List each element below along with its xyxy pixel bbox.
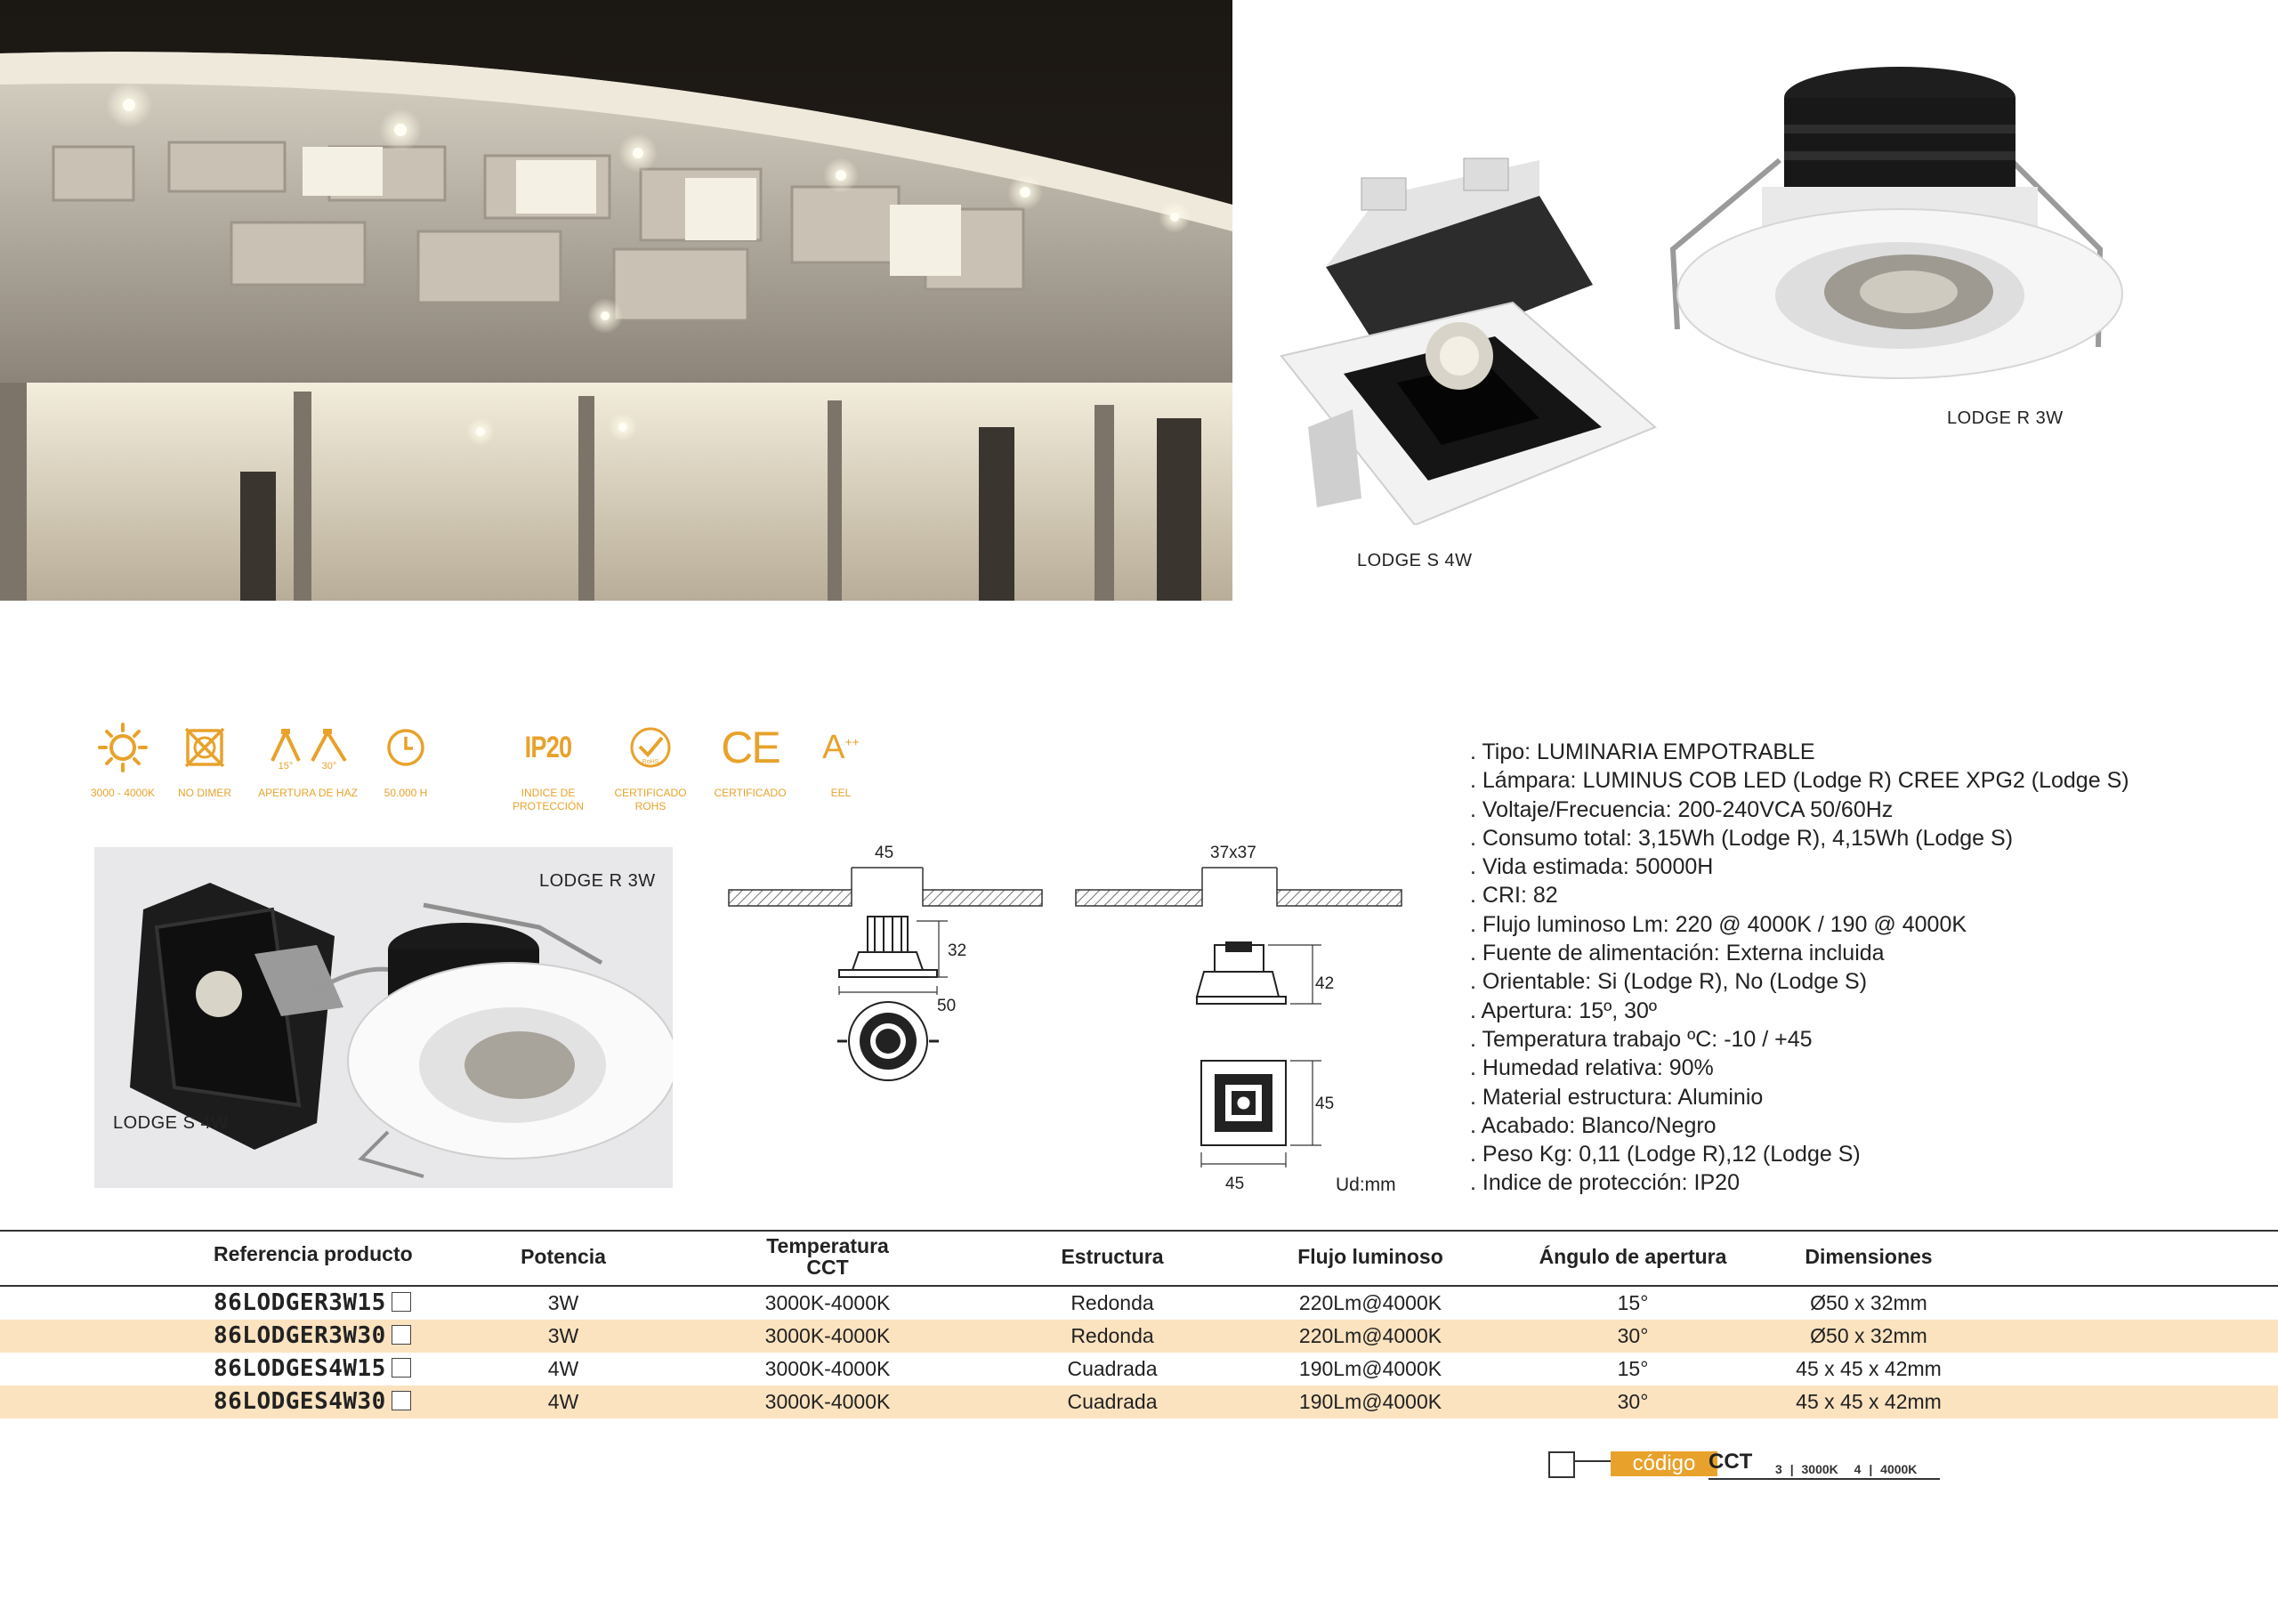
code-legend [1548,1450,1949,1485]
cell-cct-text: 3000K-4000K [764,1357,891,1380]
spec-line: . Fuente de alimentación: Externa incluida [1470,941,1885,966]
cell-power [488,1320,639,1353]
cell-dims [1771,1320,1967,1353]
dim-square-cutout: 37x37 [1210,844,1256,862]
cell-ref-text: 86LODGES4W15 [214,1355,386,1382]
label-lodge-s-photo: LODGE S 4W [113,1113,229,1133]
feature-caption: CERTIFICADO ROHS [614,787,687,812]
cell-power-text: 4W [547,1357,579,1380]
cell-power [488,1353,639,1386]
ce-mark-icon: CE [721,723,780,772]
legend-cct: CCT [1708,1450,1753,1474]
cell-structure-text: Redonda [1070,1291,1154,1314]
product-image-lodge-r [1664,62,2127,383]
cell-angle-text: 30° [1617,1324,1649,1347]
cell-structure-text: Redonda [1070,1324,1154,1347]
header-flux: Flujo luminoso [1297,1245,1443,1268]
hero-photo [0,0,1232,601]
ref-checkbox[interactable] [392,1325,411,1345]
feature-ip [504,721,593,813]
cell-power [488,1386,639,1418]
spec-line: . Apertura: 15º, 30º [1470,998,1658,1023]
cell-dims [1771,1353,1967,1386]
cell-angle [1522,1386,1744,1418]
spec-line: . Indice de protección: IP20 [1470,1170,1740,1196]
spec-line: . Vida estimada: 50000H [1470,854,1714,880]
cell-flux-text: 190Lm@4000K [1298,1390,1442,1413]
feature-icons [69,721,924,819]
cell-angle-text: 15° [1617,1357,1649,1380]
cell-ref [214,1353,481,1386]
angle-b: 30° [321,761,337,770]
legend-opt1-code: 3 [1775,1462,1782,1476]
legend-options: 3 | 3000K 4 | 4000K [1775,1462,1918,1476]
cell-cct [739,1320,917,1353]
table-row [0,1320,2278,1353]
cell-cct-text: 3000K-4000K [764,1291,891,1314]
cell-power-text: 3W [547,1291,579,1314]
spec-line: . Material estructura: Aluminio [1470,1084,1764,1110]
label-lodge-r-top: LODGE R 3W [1947,408,2064,428]
drawing-square [1072,836,1428,1201]
dim-round-diameter: 50 [937,997,957,1015]
feature-eel [805,721,876,800]
cell-structure [1023,1353,1201,1386]
cell-dims-text: 45 x 45 x 42mm [1796,1357,1942,1380]
feature-caption: CERTIFICADO [714,787,787,799]
cell-flux [1272,1386,1468,1418]
legend-underline [1708,1478,1940,1480]
legend-rule [1575,1460,1611,1462]
dim-round-cutout: 45 [875,844,894,862]
cell-power-text: 4W [547,1390,579,1413]
cell-dims [1771,1386,1967,1418]
ref-checkbox[interactable] [392,1391,411,1410]
header-cct [739,1235,917,1278]
spec-list [1470,738,2235,1198]
spec-line: . Acabado: Blanco/Negro [1470,1112,1717,1138]
legend-checkbox[interactable] [1548,1451,1575,1478]
cell-structure-text: Cuadrada [1067,1357,1158,1380]
legend-opt2-code: 4 [1854,1462,1862,1476]
cell-ref-text: 86LODGER3W30 [214,1322,386,1349]
cell-angle-text: 30° [1617,1390,1649,1413]
spec-line: . Temperatura trabajo ºC: -10 / +45 [1470,1026,1813,1052]
cell-structure [1023,1287,1201,1320]
cell-flux-text: 220Lm@4000K [1298,1324,1442,1347]
rohs-badge: RoHS [642,759,659,765]
legend-codigo: código [1611,1451,1717,1476]
cell-ref [214,1287,481,1320]
dim-square-side-h: 45 [1225,1175,1245,1193]
spec-line: . Consumo total: 3,15Wh (Lodge R), 4,15Wh (Lodge S) [1470,825,2014,851]
header-dims: Dimensiones [1805,1245,1933,1268]
header-cct-line1: Temperatura [766,1234,889,1257]
cell-structure-text: Cuadrada [1067,1390,1158,1413]
energy-class-icon [822,729,860,767]
cell-power [488,1287,639,1320]
cell-flux-text: 190Lm@4000K [1298,1357,1442,1380]
unit-label: Ud:mm [1336,1175,1396,1195]
beam-angle-icon [263,725,352,770]
energy-class-sup: ++ [844,733,860,748]
header-power: Potencia [521,1245,606,1268]
cell-dims-text: Ø50 x 32mm [1810,1291,1927,1314]
feature-caption: 3000 - 4000K [90,787,156,799]
header-angle: Ángulo de apertura [1539,1245,1727,1268]
cell-cct-text: 3000K-4000K [764,1390,891,1413]
spec-line: . CRI: 82 [1470,883,1558,909]
cell-dims-text: Ø50 x 32mm [1810,1324,1927,1347]
cell-flux-text: 220Lm@4000K [1298,1291,1442,1314]
studio-photo [94,847,673,1188]
cell-dims [1771,1287,1967,1320]
feature-caption: NO DIMER [178,787,231,799]
product-image-lodge-s [1272,142,1664,525]
cell-flux [1272,1353,1468,1386]
feature-lifetime [352,721,459,800]
cell-cct [739,1353,917,1386]
cell-cct [739,1386,917,1418]
cell-ref-text: 86LODGES4W30 [214,1388,386,1415]
table-header [0,1230,2278,1285]
legend-opt1-value: 3000K [1801,1462,1838,1476]
spec-line: . Lámpara: LUMINUS COB LED (Lodge R) CREE XPG2 (Lodge S) [1470,768,2129,794]
feature-no-dimmer [151,721,258,800]
cell-angle-text: 15° [1617,1291,1649,1314]
feature-caption: EEL [830,787,852,799]
label-lodge-r-photo: LODGE R 3W [539,871,656,891]
cell-flux [1272,1287,1468,1320]
spec-line: . Humedad relativa: 90% [1470,1055,1714,1081]
header-ref: Referencia producto [214,1242,413,1265]
table-row [0,1287,2278,1320]
drawing-round [725,836,1046,1086]
legend-opt2-value: 4000K [1880,1462,1918,1476]
spec-line: . Voltaje/Frecuencia: 200-240VCA 50/60Hz [1470,796,1894,822]
dim-square-height: 42 [1315,974,1335,993]
energy-class-letter: A [822,728,845,766]
cell-flux [1272,1320,1468,1353]
table-row [0,1386,2278,1418]
cell-ref-text: 86LODGER3W15 [214,1289,386,1316]
label-lodge-s-top: LODGE S 4W [1357,551,1473,570]
feature-rohs [606,721,695,813]
ref-checkbox[interactable] [392,1292,411,1312]
spec-line: . Flujo luminoso Lm: 220 @ 4000K / 190 @ 4000K [1470,911,1967,937]
header-structure: Estructura [1061,1245,1164,1268]
cell-structure [1023,1320,1201,1353]
rohs-check-icon [628,725,673,770]
feature-caption: APERTURA DE HAZ [258,787,358,799]
header-cct-line2: CCT [806,1256,849,1279]
feature-caption: INDICE DE PROTECCIÓN [512,787,584,812]
angle-a: 15° [278,761,294,770]
ip-rating-icon: IP20 [524,730,572,764]
dim-square-side-v: 45 [1315,1095,1335,1113]
cell-angle [1522,1287,1744,1320]
cell-angle [1522,1353,1744,1386]
cell-power-text: 3W [547,1324,579,1347]
cell-angle [1522,1320,1744,1353]
spec-line: . Orientable: Si (Lodge R), No (Lodge S) [1470,969,1868,995]
cell-dims-text: 45 x 45 x 42mm [1796,1390,1942,1413]
spec-line: . Peso Kg: 0,11 (Lodge R),12 (Lodge S) [1470,1142,1861,1168]
table-row [0,1353,2278,1386]
cell-structure [1023,1386,1201,1418]
ref-checkbox[interactable] [392,1358,411,1378]
cell-ref [214,1386,481,1418]
clock-icon [384,725,428,770]
sun-icon [96,721,149,774]
cell-cct [739,1287,917,1320]
dim-round-height: 32 [948,941,967,960]
cell-ref [214,1320,481,1353]
cell-cct-text: 3000K-4000K [764,1324,891,1347]
spec-line: . Tipo: LUMINARIA EMPOTRABLE [1470,739,1815,764]
feature-beam-angle [246,721,370,800]
no-dimmer-icon [182,725,227,770]
feature-ce [706,721,795,800]
feature-caption: 50.000 H [384,787,428,799]
